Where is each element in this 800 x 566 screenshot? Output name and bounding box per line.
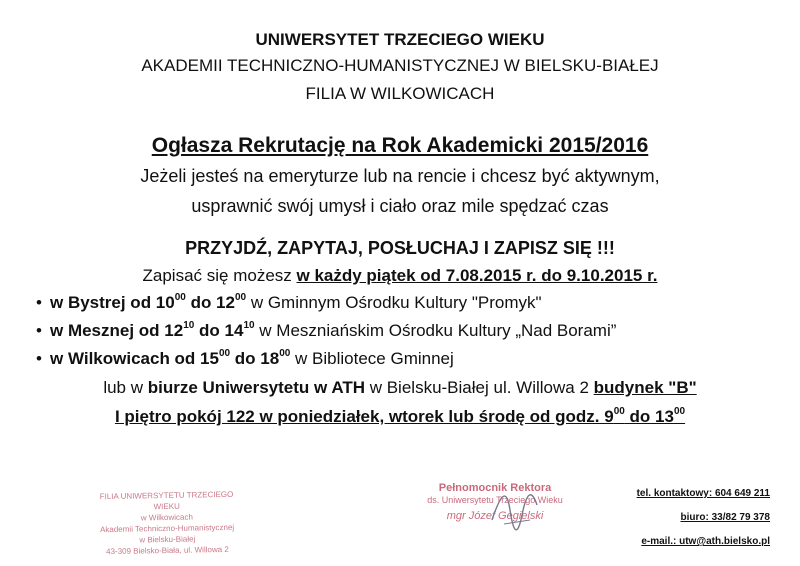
intro-line-2: usprawnić swój umysł i ciało oraz mile spędzać czas xyxy=(191,196,609,216)
time-minutes: 00 xyxy=(174,292,186,303)
stamp-line: w Bielsku-Białej xyxy=(139,534,196,545)
contact-phone: tel. kontaktowy: 604 649 211 xyxy=(636,488,770,499)
academy-name: AKADEMII TECHNICZNO-HUMANISTYCZNEJ W BIELSKU-BIAŁEJ xyxy=(141,56,659,75)
location-place: w Mesznej od 12 xyxy=(50,321,184,340)
stamp-title: Pełnomocnik Rektora xyxy=(438,482,552,494)
bullet-icon: • xyxy=(36,349,42,368)
bullet-icon: • xyxy=(36,293,42,312)
time-minutes: 00 xyxy=(218,348,231,359)
office-info xyxy=(0,378,800,398)
bullet-icon: • xyxy=(36,321,42,340)
office-address: w Bielsku-Białej ul. Willowa 2 xyxy=(365,378,594,397)
location-mid: do 14 xyxy=(194,321,244,340)
location-meszna xyxy=(36,320,616,341)
office-hours-main: I piętro pokój 122 w poniedziałek, wtorek lub środę od godz. 9 xyxy=(114,407,614,426)
location-place: w Wilkowicach od 15 xyxy=(50,349,219,368)
time-minutes: 00 xyxy=(234,292,247,303)
location-place: w Bystrej od 10 xyxy=(50,293,175,312)
stamp-line: 43-309 Bielsko-Biała, ul. Willowa 2 xyxy=(106,544,229,557)
location-venue: w Gminnym Ośrodku Kultury "Promyk" xyxy=(246,293,542,312)
office-hours-mid: do 13 xyxy=(624,407,674,426)
intro-line-1: Jeżeli jesteś na emeryturze lub na rencie i chcesz być aktywnym, xyxy=(140,166,660,186)
signup-info xyxy=(0,266,800,286)
stamp-name: mgr Józef Gegielski xyxy=(446,510,544,522)
stamp-line: w Wilkowicach xyxy=(140,512,193,523)
signup-dates: w każdy piątek od 7.08.2015 r. do 9.10.2015 r. xyxy=(296,266,658,285)
call-to-action: PRZYJDŹ, ZAPYTAJ, POSŁUCHAJ I ZAPISZ SIĘ !!! xyxy=(185,238,615,258)
branch-stamp xyxy=(91,489,242,558)
location-mid: do 12 xyxy=(185,293,235,312)
location-venue: w Meszniańskim Ośrodku Kultury „Nad Borami” xyxy=(254,321,617,340)
signature-icon xyxy=(482,480,552,550)
branch-name: FILIA W WILKOWICACH xyxy=(305,84,495,103)
time-minutes: 00 xyxy=(673,406,686,417)
location-wilkowice xyxy=(36,348,454,369)
stamp-line: Akademii Techniczno-Humanistycznej xyxy=(99,522,235,535)
stamp-line: FILIA UNIWERSYTETU TRZECIEGO WIEKU xyxy=(99,489,234,512)
office-hours xyxy=(0,406,800,427)
location-venue: w Bibliotece Gminnej xyxy=(290,349,454,368)
signup-prefix: Zapisać się możesz xyxy=(142,266,297,285)
location-bystra xyxy=(36,292,542,313)
office-prefix: lub w xyxy=(103,378,148,397)
time-minutes: 10 xyxy=(183,320,195,331)
time-minutes: 10 xyxy=(243,320,255,331)
time-minutes: 00 xyxy=(279,348,291,359)
office-name: biurze Uniwersytetu w ATH xyxy=(147,378,365,397)
contact-email[interactable]: e-mail.: utw@ath.bielsko.pl xyxy=(641,536,770,547)
office-building: budynek "B" xyxy=(593,378,697,397)
location-mid: do 18 xyxy=(230,349,280,368)
time-minutes: 00 xyxy=(613,406,625,417)
announcement-title: Ogłasza Rekrutację na Rok Akademicki 2015/2016 xyxy=(151,134,649,157)
university-name: UNIWERSYTET TRZECIEGO WIEKU xyxy=(255,30,545,49)
stamp-subtitle: ds. Uniwersytetu Trzeciego Wieku xyxy=(427,495,563,505)
contact-office: biuro: 33/82 79 378 xyxy=(680,512,770,523)
